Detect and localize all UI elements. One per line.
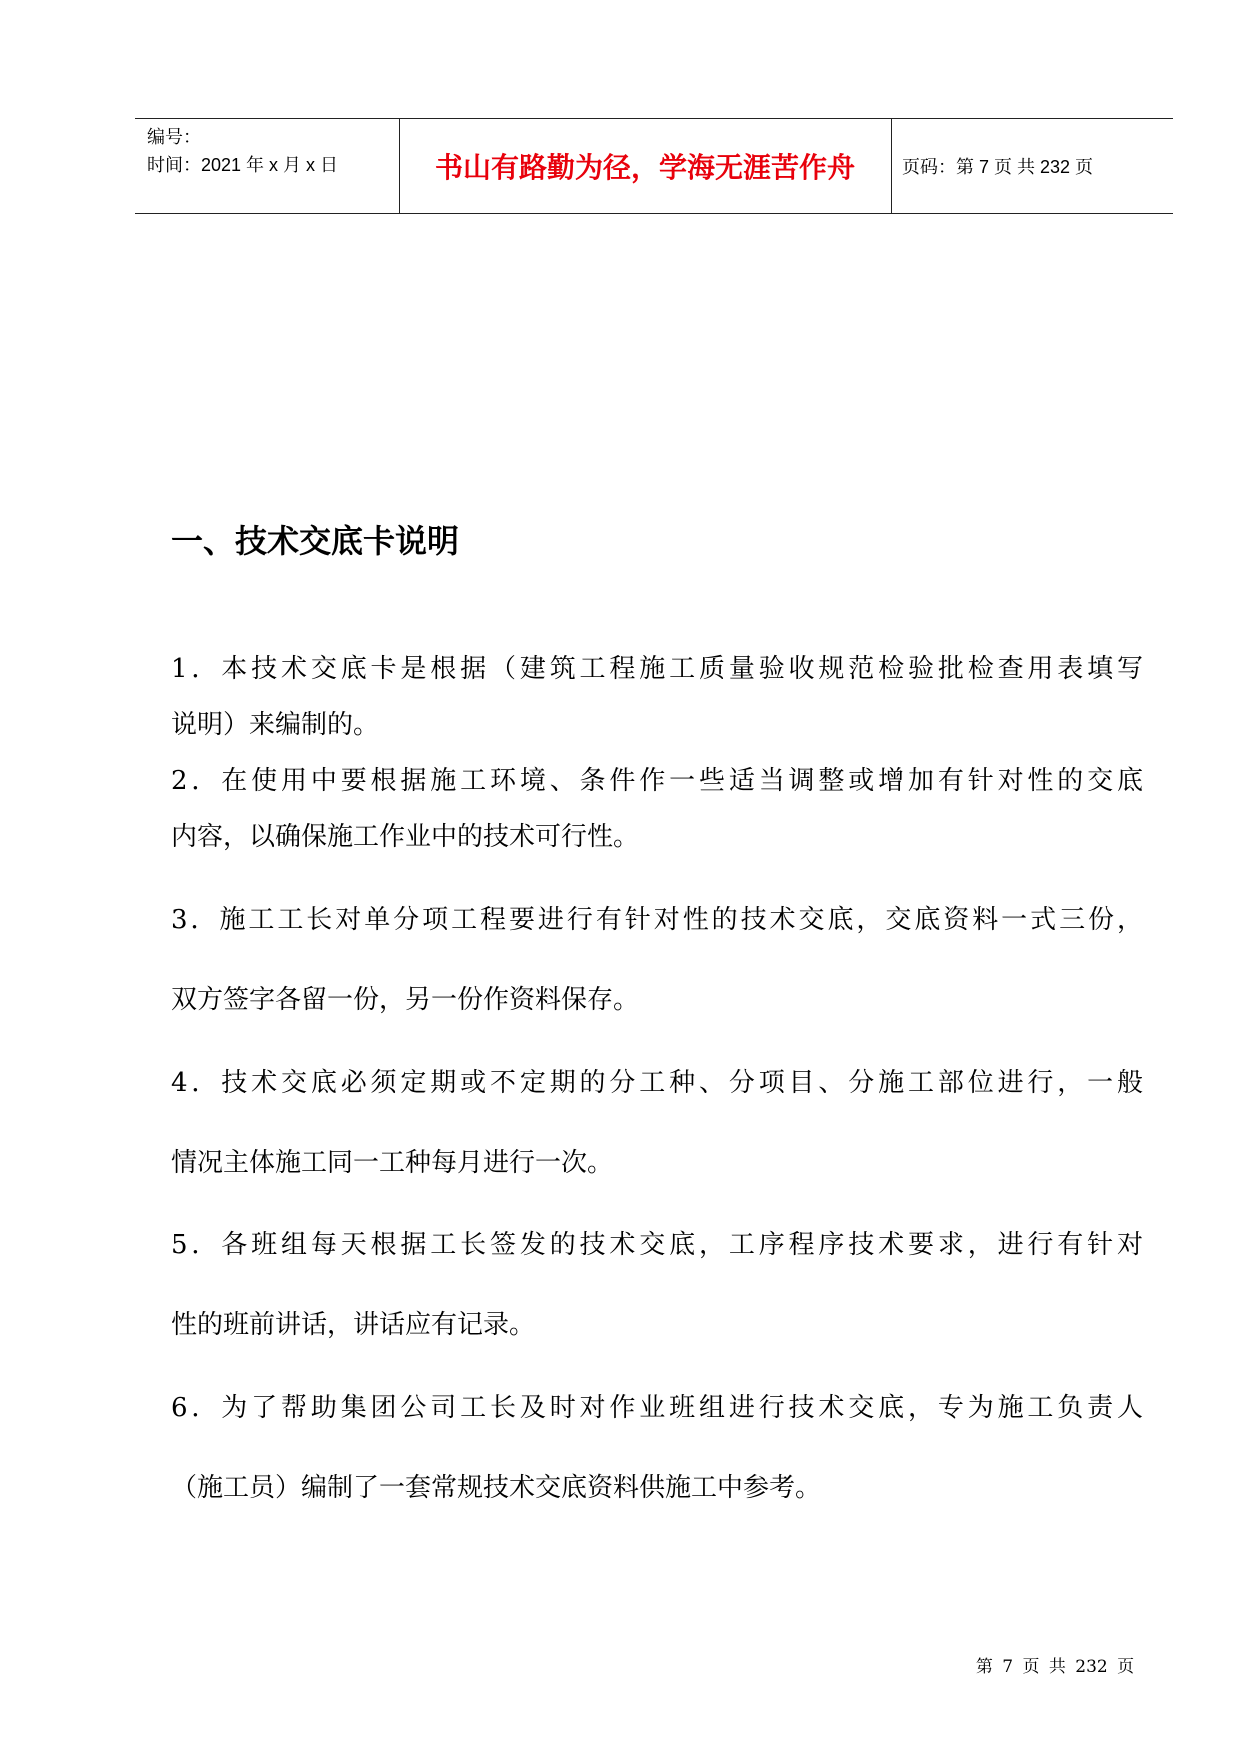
list-item-line: 情况主体施工同一工种每月进行一次。 bbox=[171, 1148, 614, 1178]
list-item bbox=[171, 641, 1143, 753]
list-item-line: 2．在使用中要根据施工环境、条件作一些适当调整或增加有针对性的交底 bbox=[171, 766, 1143, 796]
page-footer: 第 7 页 共 232 页 bbox=[975, 1657, 1135, 1677]
list-item-line: 4．技术交底必须定期或不定期的分工种、分项目、分施工部位进行，一般 bbox=[171, 1068, 1143, 1098]
header-page-info: 页码：第 7 页 共 232 页 bbox=[902, 157, 1094, 177]
list-item-line: 性的班前讲话，讲话应有记录。 bbox=[171, 1310, 536, 1340]
document-number-label: 编号： bbox=[147, 127, 201, 147]
list-item-line: 5．各班组每天根据工长签发的技术交底，工序程序技术要求，进行有针对 bbox=[171, 1230, 1143, 1260]
section-title: 一、技术交底卡说明 bbox=[171, 522, 460, 560]
header-divider-right bbox=[891, 118, 892, 214]
list-item-line: 1．本技术交底卡是根据（建筑工程施工质量验收规范检验批检查用表填写 bbox=[171, 654, 1143, 684]
list-item bbox=[171, 880, 1143, 1040]
list-item bbox=[171, 1368, 1143, 1528]
header-meta-cell bbox=[147, 123, 392, 179]
header-motto: 书山有路勤为径，学海无涯苦作舟 bbox=[434, 152, 855, 183]
list-item bbox=[171, 1043, 1143, 1203]
list-item bbox=[171, 753, 1143, 865]
list-item-line: 双方签字各留一份，另一份作资料保存。 bbox=[171, 985, 640, 1015]
list-item-line: 6．为了帮助集团公司工长及时对作业班组进行技术交底，专为施工负责人 bbox=[171, 1393, 1143, 1423]
list-item-line: 说明）来编制的。 bbox=[171, 710, 380, 740]
document-time-label: 时间：2021 年 x 月 x 日 bbox=[147, 155, 339, 175]
list-item-line: 3．施工工长对单分项工程要进行有针对性的技术交底，交底资料一式三份， bbox=[171, 905, 1143, 935]
list-item bbox=[171, 1205, 1143, 1365]
page-header bbox=[0, 0, 1241, 230]
list-item-line: （施工员）编制了一套常规技术交底资料供施工中参考。 bbox=[171, 1473, 822, 1503]
list-item-line: 内容，以确保施工作业中的技术可行性。 bbox=[171, 822, 640, 852]
